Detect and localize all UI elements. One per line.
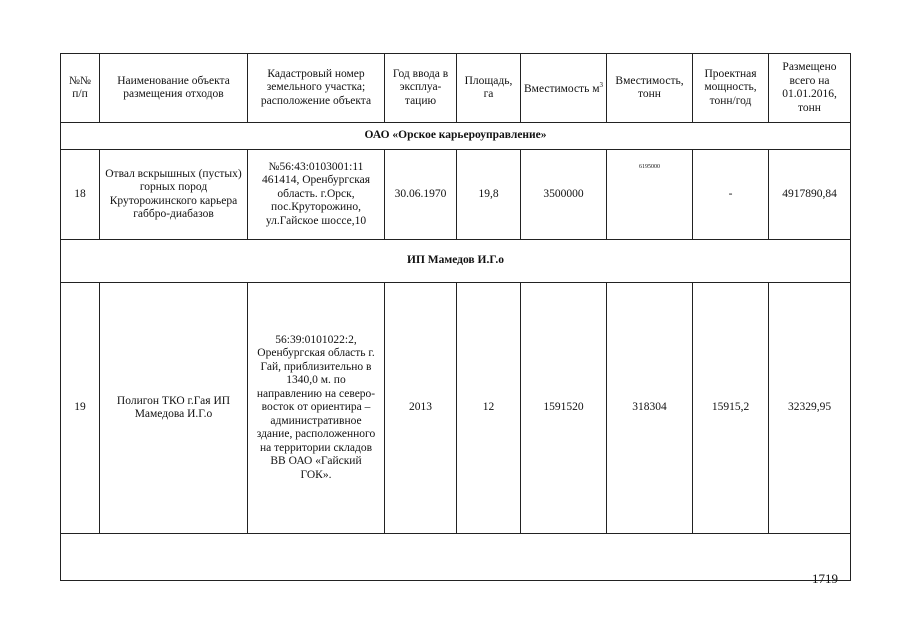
row18-placed: 4917890,84 (769, 150, 851, 240)
row19-capacity-m3: 1591520 (521, 283, 607, 534)
row19-num: 19 (61, 283, 100, 534)
header-row (61, 54, 851, 123)
row19-design: 15915,2 (693, 283, 769, 534)
header-capacity-m3-text: Вместимость м (524, 83, 600, 96)
section-row-mamedov (61, 240, 851, 283)
row18-capacity-t (607, 150, 693, 240)
row18-design: - (693, 150, 769, 240)
table-row-19 (61, 283, 851, 534)
section-title-mamedov: ИП Мамедов И.Г.о (61, 240, 851, 283)
header-design: Проектная мощность, тонн/год (693, 54, 769, 123)
page-number: 1719 (812, 571, 838, 586)
row19-placed: 32329,95 (769, 283, 851, 534)
row18-cadastral: №56:43:0103001:11 461414, Оренбургская область. г.Орск, пос.Круторожино, ул.Гайское шоссе,10 (248, 150, 385, 240)
table-row-18 (61, 150, 851, 240)
header-capacity-m3 (521, 54, 607, 123)
header-num: №№ п/п (61, 54, 100, 123)
header-placed: Размещено всего на 01.01.2016, тонн (769, 54, 851, 123)
row19-capacity-t: 318304 (607, 283, 693, 534)
section-title-orsk: ОАО «Орское карьероуправление» (61, 123, 851, 150)
header-capacity-m3-sup: 3 (599, 81, 603, 90)
header-area: Площадь, га (457, 54, 521, 123)
empty-row (61, 534, 851, 581)
row18-capacity-m3: 3500000 (521, 150, 607, 240)
header-cadastral: Кадастровый номер земельного участка; расположение объекта (248, 54, 385, 123)
row19-cadastral: 56:39:0101022:2, Оренбургская область г. Гай, приблизительно в 1340,0 м. по направлению на северо-восток от ориентира – административное здание, расположенного на территории складов ВВ ОАО «Гайский ГОК». (248, 283, 385, 534)
row18-area: 19,8 (457, 150, 521, 240)
row19-name: Полигон ТКО г.Гая ИП Мамедова И.Г.о (100, 283, 248, 534)
section-row-orsk (61, 123, 851, 150)
row18-year: 30.06.1970 (385, 150, 457, 240)
header-name: Наименование объекта размещения отходов (100, 54, 248, 123)
waste-facilities-table (60, 53, 851, 581)
empty-cell (61, 534, 851, 581)
row19-year: 2013 (385, 283, 457, 534)
header-capacity-t: Вместимость, тонн (607, 54, 693, 123)
row18-capacity-t-value: 6195000 (639, 164, 660, 171)
header-year: Год ввода в эксплуа- тацию (385, 54, 457, 123)
row18-num: 18 (61, 150, 100, 240)
row19-area: 12 (457, 283, 521, 534)
row18-name: Отвал вскрышных (пустых) горных пород Круторожинского карьера габбро-диабазов (100, 150, 248, 240)
